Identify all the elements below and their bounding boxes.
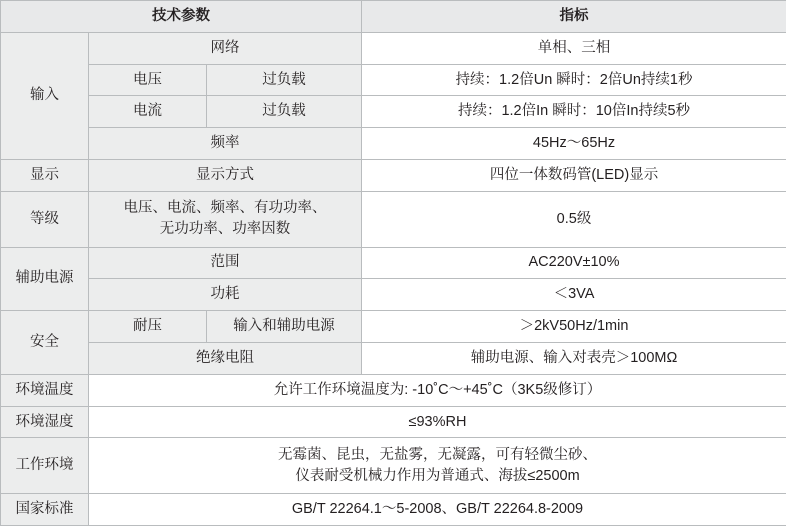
table-row	[1, 64, 786, 96]
row-value-display-mode: 四位一体数码管(LED)显示	[362, 160, 786, 192]
row-label-current: 电流	[89, 96, 207, 128]
row-label-national-standard: 国家标准	[1, 494, 89, 526]
row-value-voltage-overload: 持续：1.2倍Un 瞬时：2倍Un持续1秒	[362, 64, 786, 96]
row-value-env-humidity: ≤93%RH	[89, 406, 786, 438]
row-value-current-overload: 持续：1.2倍In 瞬时：10倍In持续5秒	[362, 96, 786, 128]
table-row	[1, 32, 786, 64]
row-label-insulation: 绝缘电阻	[89, 342, 362, 374]
row-value-grade: 0.5级	[362, 191, 786, 247]
row-label-range: 范围	[89, 247, 362, 279]
table-row	[1, 96, 786, 128]
row-value-consumption: ＜3VA	[362, 279, 786, 311]
row-label-consumption: 功耗	[89, 279, 362, 311]
row-label-current-overload: 过负载	[207, 96, 362, 128]
row-label-input: 输入	[1, 32, 89, 159]
row-label-withstand-sub: 输入和辅助电源	[207, 311, 362, 343]
row-label-grade: 等级	[1, 191, 89, 247]
row-label-work-environment: 工作环境	[1, 438, 89, 494]
table-row	[1, 374, 786, 406]
row-label-aux-power: 辅助电源	[1, 247, 89, 311]
table-row	[1, 128, 786, 160]
row-value-network: 单相、三相	[362, 32, 786, 64]
work-environment-line-1: 无霉菌、昆虫，无盐雾，无凝露，可有轻微尘砂、	[278, 446, 597, 463]
row-value-insulation: 辅助电源、输入对表壳＞100MΩ	[362, 342, 786, 374]
work-environment-line-2: 仪表耐受机械力作用为普通式、海拔≤2500m	[295, 467, 580, 484]
row-label-env-humidity: 环境湿度	[1, 406, 89, 438]
table-row	[1, 279, 786, 311]
header-index: 指标	[362, 1, 786, 33]
row-label-network: 网络	[89, 32, 362, 64]
row-value-work-environment	[89, 438, 786, 494]
row-label-env-temperature: 环境温度	[1, 374, 89, 406]
table-row	[1, 247, 786, 279]
row-value-withstand: ＞2kV50Hz/1min	[362, 311, 786, 343]
table-row	[1, 342, 786, 374]
row-label-display: 显示	[1, 160, 89, 192]
row-value-national-standard: GB/T 22264.1～5-2008、GB/T 22264.8-2009	[89, 494, 786, 526]
table-row	[1, 191, 786, 247]
table-row	[1, 311, 786, 343]
row-label-frequency: 频率	[89, 128, 362, 160]
table-row	[1, 406, 786, 438]
table-row	[1, 438, 786, 494]
row-value-range: AC220V±10%	[362, 247, 786, 279]
row-value-frequency: 45Hz～65Hz	[362, 128, 786, 160]
header-technical-parameters: 技术参数	[1, 1, 362, 33]
row-label-safety: 安全	[1, 311, 89, 375]
row-label-grade-params	[89, 191, 362, 247]
grade-params-line-1: 电压、电流、频率、有功功率、	[123, 200, 327, 217]
row-label-display-mode: 显示方式	[89, 160, 362, 192]
row-label-voltage: 电压	[89, 64, 207, 96]
table-row	[1, 494, 786, 526]
row-label-voltage-overload: 过负载	[207, 64, 362, 96]
grade-params-line-2: 无功功率、功率因数	[159, 221, 291, 238]
table-row	[1, 160, 786, 192]
row-value-env-temperature: 允许工作环境温度为: -10˚C～+45˚C（3K5级修订）	[89, 374, 786, 406]
table-row-header	[1, 1, 786, 33]
row-label-withstand-voltage: 耐压	[89, 311, 207, 343]
